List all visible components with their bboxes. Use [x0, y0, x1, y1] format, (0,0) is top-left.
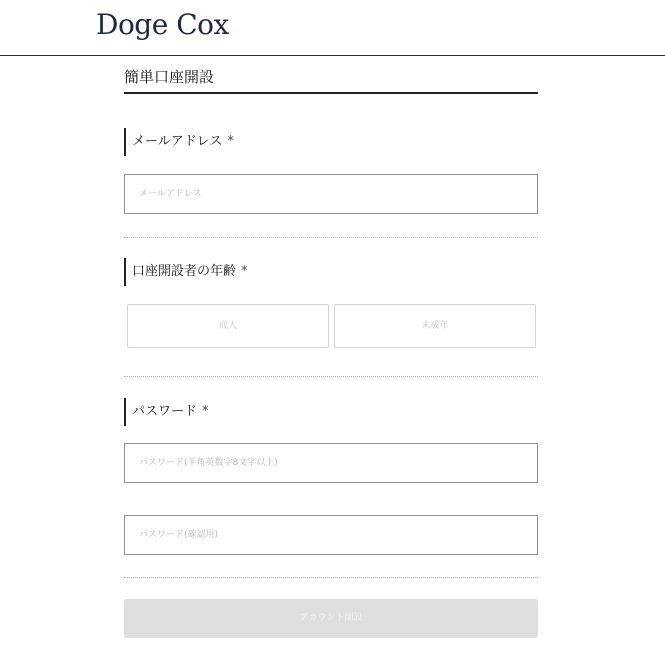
section-divider: [124, 577, 538, 578]
page-title: 簡単口座開設: [124, 68, 538, 94]
password-field[interactable]: [125, 444, 537, 482]
age-label-text: 口座開設者の年齢: [132, 264, 237, 279]
age-option-adult[interactable]: 成人: [127, 304, 329, 348]
password-confirm-field[interactable]: [125, 516, 537, 554]
email-label: [124, 128, 234, 156]
required-mark: *: [241, 264, 248, 279]
create-account-button[interactable]: アカウント開設: [124, 599, 538, 638]
email-label-text: メールアドレス: [132, 134, 223, 149]
age-label: [124, 258, 248, 286]
password-label-text: パスワード: [132, 404, 198, 419]
required-mark: *: [202, 404, 209, 419]
age-option-minor[interactable]: 未成年: [334, 304, 536, 348]
email-field[interactable]: [125, 175, 537, 213]
password-confirm-field-wrapper: [124, 515, 538, 555]
email-field-wrapper: [124, 174, 538, 214]
password-label: [124, 398, 209, 426]
password-field-wrapper: [124, 443, 538, 483]
required-mark: *: [227, 134, 234, 149]
site-logo[interactable]: Doge Cox: [96, 8, 229, 41]
site-header: [0, 0, 665, 56]
section-divider: [124, 237, 538, 238]
section-divider: [124, 376, 538, 377]
